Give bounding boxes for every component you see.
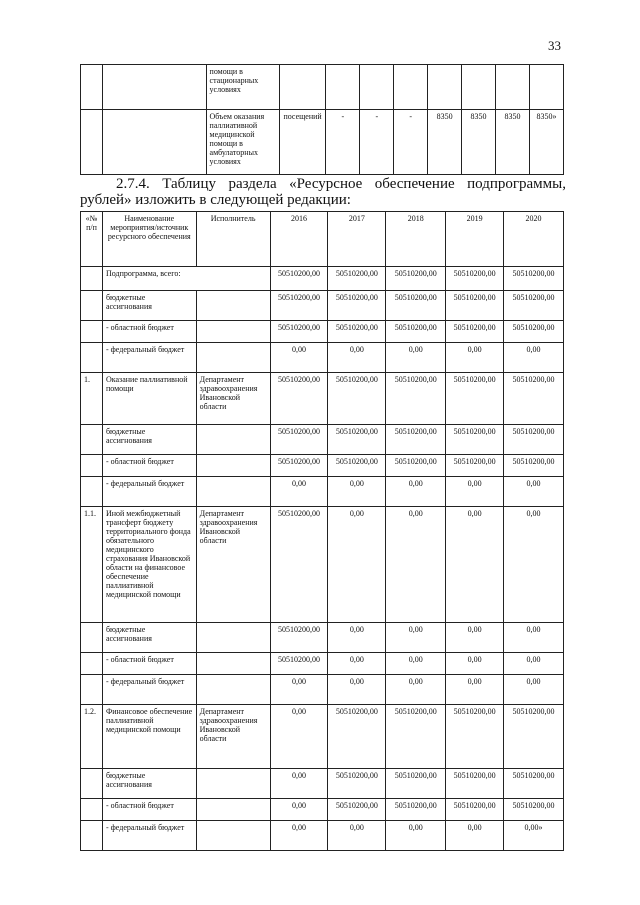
column-header: 2020 xyxy=(504,212,564,267)
column-header: Наименование мероприятия/источник ресурсного обеспечения xyxy=(102,212,196,267)
cell-value: 0,00 xyxy=(328,821,386,851)
cell-executor xyxy=(196,653,270,675)
column-header: 2019 xyxy=(446,212,504,267)
cell-value: 0,00 xyxy=(386,821,446,851)
cell-value: 50510200,00 xyxy=(270,267,328,291)
cell-executor xyxy=(196,623,270,653)
cell-value: 0,00 xyxy=(504,507,564,623)
cell-num: 1. xyxy=(81,373,103,425)
table-row xyxy=(81,507,564,623)
cell-value: 50510200,00 xyxy=(328,705,386,769)
cell-name: - федеральный бюджет xyxy=(102,477,196,507)
cell-executor xyxy=(196,343,270,373)
cell-value: 50510200,00 xyxy=(504,373,564,425)
cell-value: 50510200,00 xyxy=(386,373,446,425)
cell-value: 0,00 xyxy=(386,477,446,507)
cell-num xyxy=(81,675,103,705)
cell-value: - xyxy=(360,110,394,175)
cell-executor: Департамент здравоохранения Ивановской области xyxy=(196,507,270,623)
cell-value: 50510200,00 xyxy=(270,455,328,477)
cell-value: 0,00 xyxy=(386,507,446,623)
cell-num xyxy=(81,455,103,477)
cell-value: 0,00 xyxy=(270,675,328,705)
cell-value: 0,00 xyxy=(386,343,446,373)
cell-name: Подпрограмма, всего: xyxy=(102,267,270,291)
cell-num xyxy=(81,110,103,175)
cell-name: - областной бюджет xyxy=(102,653,196,675)
cell-value: 50510200,00 xyxy=(504,769,564,799)
cell-num xyxy=(81,291,103,321)
cell-unit: посещений xyxy=(280,110,326,175)
cell-value: 8350 xyxy=(496,110,530,175)
cell-value: 0,00 xyxy=(328,477,386,507)
cell-value: 50510200,00 xyxy=(446,455,504,477)
cell-value: 0,00 xyxy=(270,477,328,507)
cell-value: 50510200,00 xyxy=(504,455,564,477)
table-row xyxy=(81,675,564,705)
cell-value: 50510200,00 xyxy=(446,769,504,799)
cell-name: - областной бюджет xyxy=(102,455,196,477)
table-row xyxy=(81,110,564,175)
cell-value: 50510200,00 xyxy=(270,291,328,321)
page-number: 33 xyxy=(548,38,561,53)
section-heading xyxy=(80,176,566,208)
heading-line-1: 2.7.4. Таблицу раздела «Ресурсное обеспечение подпрограммы, xyxy=(116,176,566,192)
cell-value: 50510200,00 xyxy=(504,267,564,291)
cell-value: 0,00 xyxy=(270,799,328,821)
cell-value: 50510200,00 xyxy=(386,705,446,769)
table-row xyxy=(81,425,564,455)
column-header: Исполнитель xyxy=(196,212,270,267)
cell-executor xyxy=(196,821,270,851)
cell-value: 50510200,00 xyxy=(328,799,386,821)
table-row xyxy=(81,799,564,821)
cell-value: 50510200,00 xyxy=(386,267,446,291)
cell-value: 50510200,00 xyxy=(446,425,504,455)
cell-value: 0,00 xyxy=(446,821,504,851)
cell-value: 50510200,00 xyxy=(386,455,446,477)
cell-value: 50510200,00 xyxy=(386,425,446,455)
cell-value: 50510200,00 xyxy=(328,267,386,291)
table-row xyxy=(81,821,564,851)
cell-value: 50510200,00 xyxy=(270,623,328,653)
cell-value: 50510200,00 xyxy=(270,507,328,623)
cell-value: 0,00 xyxy=(270,343,328,373)
cell-value: 50510200,00 xyxy=(504,799,564,821)
cell-num xyxy=(81,799,103,821)
cell-executor xyxy=(196,799,270,821)
cell-executor: Департамент здравоохранения Ивановской области xyxy=(196,705,270,769)
table-row xyxy=(81,291,564,321)
cell-name: Оказание паллиативной помощи xyxy=(102,373,196,425)
cell-value: 0,00 xyxy=(328,675,386,705)
cell-value: 0,00 xyxy=(386,623,446,653)
cell-name: Финансовое обеспечение паллиативной медицинской помощи xyxy=(102,705,196,769)
cell-value: 50510200,00 xyxy=(328,455,386,477)
cell-num xyxy=(81,425,103,455)
cell-value: 50510200,00 xyxy=(386,769,446,799)
cell-value: 0,00 xyxy=(328,623,386,653)
cell-name xyxy=(102,65,206,110)
column-header: «№ п/п xyxy=(81,212,103,267)
cell-num xyxy=(81,769,103,799)
cell-value: - xyxy=(394,110,428,175)
cell-value: 0,00 xyxy=(504,477,564,507)
cell-executor xyxy=(196,455,270,477)
cell-executor xyxy=(196,321,270,343)
cell-value: 50510200,00 xyxy=(446,705,504,769)
cell-name: - федеральный бюджет xyxy=(102,821,196,851)
cell-value: 50510200,00 xyxy=(270,373,328,425)
cell-name: Иной межбюджетный трансферт бюджету территориального фонда обязательного медицинского страхования Ивановской области на финансовое обеспечение паллиативной медицинской помощи xyxy=(102,507,196,623)
cell-value: 0,00 xyxy=(504,623,564,653)
cell-value: 50510200,00 xyxy=(328,769,386,799)
heading-line-2: рублей» изложить в следующей редакции: xyxy=(80,192,351,208)
cell-value xyxy=(529,65,563,110)
cell-value: 50510200,00 xyxy=(328,373,386,425)
cell-value: 50510200,00 xyxy=(446,291,504,321)
column-header: 2017 xyxy=(328,212,386,267)
cell-value: - xyxy=(326,110,360,175)
cell-num xyxy=(81,821,103,851)
cell-name: бюджетные ассигнования xyxy=(102,623,196,653)
cell-name xyxy=(102,110,206,175)
cell-name: - федеральный бюджет xyxy=(102,675,196,705)
column-header: 2016 xyxy=(270,212,328,267)
cell-value: 0,00 xyxy=(386,653,446,675)
cell-value: 50510200,00 xyxy=(328,291,386,321)
cell-name: бюджетные ассигнования xyxy=(102,291,196,321)
cell-value: 50510200,00 xyxy=(504,291,564,321)
cell-value: 8350 xyxy=(428,110,462,175)
cell-executor xyxy=(196,425,270,455)
cell-num: 1.1. xyxy=(81,507,103,623)
cell-value: 50510200,00 xyxy=(504,425,564,455)
cell-value: 0,00 xyxy=(270,769,328,799)
cell-name: бюджетные ассигнования xyxy=(102,425,196,455)
column-header: 2018 xyxy=(386,212,446,267)
cell-value: 0,00 xyxy=(504,653,564,675)
cell-num xyxy=(81,653,103,675)
cell-value: 0,00 xyxy=(270,705,328,769)
cell-num xyxy=(81,65,103,110)
indicators-table xyxy=(80,64,564,175)
cell-executor xyxy=(196,675,270,705)
table-row xyxy=(81,65,564,110)
cell-value: 0,00 xyxy=(446,343,504,373)
cell-value: 0,00 xyxy=(446,675,504,705)
cell-unit xyxy=(280,65,326,110)
table-row xyxy=(81,267,564,291)
table-row xyxy=(81,623,564,653)
cell-value xyxy=(428,65,462,110)
cell-value: 0,00 xyxy=(328,343,386,373)
cell-name: - областной бюджет xyxy=(102,321,196,343)
table-row xyxy=(81,455,564,477)
cell-indicator: помощи в стационарных условиях xyxy=(206,65,280,110)
cell-value: 50510200,00 xyxy=(446,267,504,291)
cell-value: 50510200,00 xyxy=(270,321,328,343)
table-row xyxy=(81,769,564,799)
cell-executor xyxy=(196,291,270,321)
cell-value: 8350» xyxy=(529,110,563,175)
table-row xyxy=(81,705,564,769)
cell-value: 0,00 xyxy=(446,507,504,623)
cell-value: 50510200,00 xyxy=(446,373,504,425)
cell-value: 0,00 xyxy=(446,623,504,653)
cell-num xyxy=(81,477,103,507)
cell-value: 50510200,00 xyxy=(386,291,446,321)
cell-name: - федеральный бюджет xyxy=(102,343,196,373)
table-row xyxy=(81,373,564,425)
cell-value: 0,00 xyxy=(270,821,328,851)
cell-value: 8350 xyxy=(462,110,496,175)
cell-value: 50510200,00 xyxy=(386,321,446,343)
cell-executor: Департамент здравоохранения Ивановской области xyxy=(196,373,270,425)
cell-name: бюджетные ассигнования xyxy=(102,769,196,799)
cell-value xyxy=(394,65,428,110)
table-row xyxy=(81,343,564,373)
cell-num xyxy=(81,321,103,343)
cell-value: 0,00 xyxy=(446,477,504,507)
cell-value: 50510200,00 xyxy=(328,425,386,455)
cell-executor xyxy=(196,477,270,507)
cell-value: 0,00» xyxy=(504,821,564,851)
table-row xyxy=(81,321,564,343)
cell-value xyxy=(360,65,394,110)
cell-name: - областной бюджет xyxy=(102,799,196,821)
cell-indicator: Объем оказания паллиативной медицинской помощи в амбулаторных условиях xyxy=(206,110,280,175)
cell-value xyxy=(462,65,496,110)
cell-num xyxy=(81,623,103,653)
cell-value: 0,00 xyxy=(328,653,386,675)
cell-value xyxy=(326,65,360,110)
cell-value: 50510200,00 xyxy=(328,321,386,343)
cell-value: 50510200,00 xyxy=(446,321,504,343)
cell-value: 50510200,00 xyxy=(386,799,446,821)
cell-num xyxy=(81,267,103,291)
table-row xyxy=(81,653,564,675)
cell-num xyxy=(81,343,103,373)
cell-value: 50510200,00 xyxy=(446,799,504,821)
cell-num: 1.2. xyxy=(81,705,103,769)
cell-value xyxy=(496,65,530,110)
cell-value: 50510200,00 xyxy=(270,425,328,455)
cell-value: 50510200,00 xyxy=(504,321,564,343)
cell-value: 0,00 xyxy=(328,507,386,623)
cell-executor xyxy=(196,769,270,799)
cell-value: 50510200,00 xyxy=(504,705,564,769)
cell-value: 0,00 xyxy=(504,675,564,705)
resource-table xyxy=(80,211,564,851)
cell-value: 50510200,00 xyxy=(270,653,328,675)
table-row xyxy=(81,477,564,507)
cell-value: 0,00 xyxy=(446,653,504,675)
cell-value: 0,00 xyxy=(504,343,564,373)
cell-value: 0,00 xyxy=(386,675,446,705)
